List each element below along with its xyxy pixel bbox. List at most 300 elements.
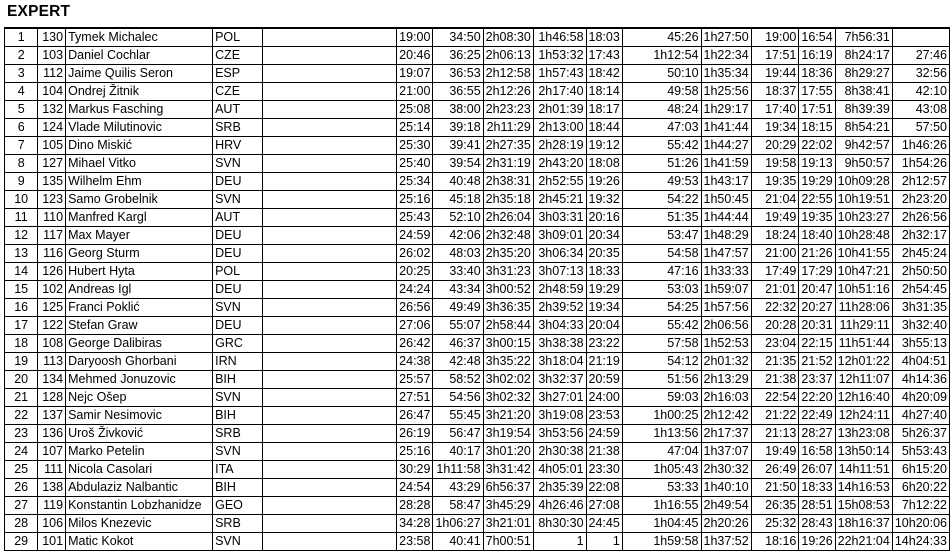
cell-split-6: 53:33 bbox=[622, 479, 701, 497]
table-row bbox=[5, 389, 950, 407]
cell-rank: 19 bbox=[5, 353, 38, 371]
cell-split-1: 34:28 bbox=[397, 515, 433, 533]
cell-split-8: 20:29 bbox=[751, 137, 799, 155]
cell-country: IRN bbox=[213, 353, 263, 371]
cell-name: Max Mayer bbox=[66, 227, 213, 245]
cell-split-4: 3h03:31 bbox=[533, 209, 586, 227]
cell-split-5: 20:04 bbox=[586, 317, 622, 335]
cell-split-2: 34:50 bbox=[433, 28, 483, 47]
cell-gap: 5h53:43 bbox=[892, 443, 949, 461]
table-row bbox=[5, 245, 950, 263]
cell-split-5: 24:59 bbox=[586, 425, 622, 443]
cell-split-4: 2h30:38 bbox=[533, 443, 586, 461]
cell-country: SVN bbox=[213, 389, 263, 407]
cell-split-9: 22:20 bbox=[799, 389, 835, 407]
cell-gap: 2h54:45 bbox=[892, 281, 949, 299]
cell-total: 10h41:55 bbox=[835, 245, 892, 263]
cell-country: AUT bbox=[213, 101, 263, 119]
cell-split-7: 1h44:44 bbox=[701, 209, 751, 227]
cell-total: 12h16:40 bbox=[835, 389, 892, 407]
cell-gap: 27:46 bbox=[892, 47, 949, 65]
cell-split-4: 4h26:46 bbox=[533, 497, 586, 515]
cell-split-6: 47:03 bbox=[622, 119, 701, 137]
table-row bbox=[5, 443, 950, 461]
cell-gap: 4h27:40 bbox=[892, 407, 949, 425]
cell-split-3: 2h58:44 bbox=[483, 317, 533, 335]
cell-split-8: 21:00 bbox=[751, 245, 799, 263]
cell-split-2: 46:37 bbox=[433, 335, 483, 353]
cell-split-8: 26:35 bbox=[751, 497, 799, 515]
cell-split-5: 1 bbox=[586, 533, 622, 551]
cell-country: SVN bbox=[213, 533, 263, 551]
cell-split-1: 19:00 bbox=[397, 28, 433, 47]
cell-split-1: 25:40 bbox=[397, 155, 433, 173]
cell-bib: 106 bbox=[38, 515, 66, 533]
cell-name: Stefan Graw bbox=[66, 317, 213, 335]
cell-rank: 26 bbox=[5, 479, 38, 497]
cell-split-9: 23:37 bbox=[799, 371, 835, 389]
table-row bbox=[5, 191, 950, 209]
cell-split-9: 19:26 bbox=[799, 533, 835, 551]
cell-split-2: 56:47 bbox=[433, 425, 483, 443]
cell-split-5: 23:30 bbox=[586, 461, 622, 479]
cell-split-8: 19:49 bbox=[751, 209, 799, 227]
cell-rank: 9 bbox=[5, 173, 38, 191]
cell-split-9: 20:47 bbox=[799, 281, 835, 299]
cell-blank bbox=[263, 371, 397, 389]
cell-name: Daniel Cochlar bbox=[66, 47, 213, 65]
cell-split-7: 1h40:10 bbox=[701, 479, 751, 497]
cell-split-6: 51:56 bbox=[622, 371, 701, 389]
cell-split-5: 19:29 bbox=[586, 281, 622, 299]
cell-split-7: 1h48:29 bbox=[701, 227, 751, 245]
cell-split-2: 36:55 bbox=[433, 83, 483, 101]
cell-split-6: 55:42 bbox=[622, 317, 701, 335]
cell-bib: 125 bbox=[38, 299, 66, 317]
table-row bbox=[5, 425, 950, 443]
cell-split-1: 26:56 bbox=[397, 299, 433, 317]
cell-bib: 123 bbox=[38, 191, 66, 209]
cell-split-6: 1h00:25 bbox=[622, 407, 701, 425]
cell-gap: 14h24:33 bbox=[892, 533, 949, 551]
cell-total: 12h24:11 bbox=[835, 407, 892, 425]
cell-split-1: 25:14 bbox=[397, 119, 433, 137]
table-row bbox=[5, 173, 950, 191]
cell-split-7: 2h30:32 bbox=[701, 461, 751, 479]
cell-split-5: 18:42 bbox=[586, 65, 622, 83]
cell-split-6: 59:03 bbox=[622, 389, 701, 407]
cell-split-3: 3h00:52 bbox=[483, 281, 533, 299]
cell-gap: 4h04:51 bbox=[892, 353, 949, 371]
cell-blank bbox=[263, 47, 397, 65]
cell-total: 15h08:53 bbox=[835, 497, 892, 515]
cell-total: 8h29:27 bbox=[835, 65, 892, 83]
cell-split-9: 16:19 bbox=[799, 47, 835, 65]
cell-bib: 132 bbox=[38, 101, 66, 119]
cell-gap: 3h31:35 bbox=[892, 299, 949, 317]
cell-split-3: 3h21:01 bbox=[483, 515, 533, 533]
cell-split-9: 17:55 bbox=[799, 83, 835, 101]
cell-split-5: 22:08 bbox=[586, 479, 622, 497]
cell-country: AUT bbox=[213, 209, 263, 227]
cell-split-9: 22:02 bbox=[799, 137, 835, 155]
cell-blank bbox=[263, 335, 397, 353]
cell-split-5: 18:14 bbox=[586, 83, 622, 101]
cell-split-2: 1h11:58 bbox=[433, 461, 483, 479]
cell-split-4: 2h43:20 bbox=[533, 155, 586, 173]
cell-split-9: 28:51 bbox=[799, 497, 835, 515]
cell-split-8: 19:58 bbox=[751, 155, 799, 173]
cell-split-9: 28:43 bbox=[799, 515, 835, 533]
cell-bib: 112 bbox=[38, 65, 66, 83]
cell-blank bbox=[263, 443, 397, 461]
cell-split-1: 24:54 bbox=[397, 479, 433, 497]
cell-split-5: 23:22 bbox=[586, 335, 622, 353]
page-title: EXPERT bbox=[7, 3, 71, 20]
cell-split-6: 54:58 bbox=[622, 245, 701, 263]
cell-split-8: 21:13 bbox=[751, 425, 799, 443]
cell-split-5: 20:16 bbox=[586, 209, 622, 227]
cell-name: Marko Petelin bbox=[66, 443, 213, 461]
cell-name: Jaime Quilis Seron bbox=[66, 65, 213, 83]
cell-gap: 3h32:40 bbox=[892, 317, 949, 335]
cell-bib: 119 bbox=[38, 497, 66, 515]
cell-blank bbox=[263, 263, 397, 281]
cell-split-7: 2h20:26 bbox=[701, 515, 751, 533]
cell-split-2: 58:47 bbox=[433, 497, 483, 515]
cell-blank bbox=[263, 245, 397, 263]
cell-bib: 105 bbox=[38, 137, 66, 155]
cell-split-9: 22:15 bbox=[799, 335, 835, 353]
cell-rank: 29 bbox=[5, 533, 38, 551]
cell-split-3: 2h31:19 bbox=[483, 155, 533, 173]
cell-rank: 6 bbox=[5, 119, 38, 137]
cell-split-1: 23:58 bbox=[397, 533, 433, 551]
cell-split-1: 19:07 bbox=[397, 65, 433, 83]
cell-total: 10h19:51 bbox=[835, 191, 892, 209]
cell-split-6: 49:58 bbox=[622, 83, 701, 101]
cell-split-2: 40:48 bbox=[433, 173, 483, 191]
cell-split-4: 1h57:43 bbox=[533, 65, 586, 83]
cell-name: Konstantin Lobzhanidze bbox=[66, 497, 213, 515]
table-row bbox=[5, 281, 950, 299]
cell-country: BIH bbox=[213, 371, 263, 389]
cell-split-6: 1h12:54 bbox=[622, 47, 701, 65]
table-row bbox=[5, 497, 950, 515]
cell-split-1: 26:19 bbox=[397, 425, 433, 443]
cell-split-6: 53:03 bbox=[622, 281, 701, 299]
cell-blank bbox=[263, 533, 397, 551]
cell-name: Nejc Ošep bbox=[66, 389, 213, 407]
cell-split-8: 21:38 bbox=[751, 371, 799, 389]
cell-rank: 4 bbox=[5, 83, 38, 101]
cell-split-7: 1h25:56 bbox=[701, 83, 751, 101]
cell-bib: 134 bbox=[38, 371, 66, 389]
cell-country: SRB bbox=[213, 515, 263, 533]
cell-split-7: 1h59:07 bbox=[701, 281, 751, 299]
cell-country: DEU bbox=[213, 317, 263, 335]
cell-split-9: 28:27 bbox=[799, 425, 835, 443]
cell-split-3: 2h27:35 bbox=[483, 137, 533, 155]
cell-blank bbox=[263, 353, 397, 371]
cell-split-2: 1h06:27 bbox=[433, 515, 483, 533]
cell-blank bbox=[263, 281, 397, 299]
cell-bib: 111 bbox=[38, 461, 66, 479]
table-row bbox=[5, 533, 950, 551]
cell-split-2: 43:34 bbox=[433, 281, 483, 299]
cell-bib: 122 bbox=[38, 317, 66, 335]
cell-split-8: 18:37 bbox=[751, 83, 799, 101]
cell-split-9: 21:52 bbox=[799, 353, 835, 371]
cell-split-8: 21:01 bbox=[751, 281, 799, 299]
cell-split-6: 48:24 bbox=[622, 101, 701, 119]
cell-split-1: 25:16 bbox=[397, 191, 433, 209]
cell-split-3: 2h26:04 bbox=[483, 209, 533, 227]
cell-split-3: 3h31:42 bbox=[483, 461, 533, 479]
cell-split-4: 3h04:33 bbox=[533, 317, 586, 335]
cell-split-4: 2h13:00 bbox=[533, 119, 586, 137]
table-row bbox=[5, 317, 950, 335]
cell-split-3: 2h12:26 bbox=[483, 83, 533, 101]
cell-split-2: 48:03 bbox=[433, 245, 483, 263]
cell-country: BIH bbox=[213, 479, 263, 497]
cell-split-7: 1h33:33 bbox=[701, 263, 751, 281]
cell-split-1: 25:16 bbox=[397, 443, 433, 461]
table-row bbox=[5, 353, 950, 371]
table-row bbox=[5, 101, 950, 119]
cell-country: SVN bbox=[213, 443, 263, 461]
cell-gap: 2h32:17 bbox=[892, 227, 949, 245]
cell-blank bbox=[263, 83, 397, 101]
cell-name: Vlade Milutinovic bbox=[66, 119, 213, 137]
cell-rank: 15 bbox=[5, 281, 38, 299]
cell-split-5: 19:32 bbox=[586, 191, 622, 209]
cell-split-4: 2h28:19 bbox=[533, 137, 586, 155]
cell-blank bbox=[263, 425, 397, 443]
cell-bib: 113 bbox=[38, 353, 66, 371]
cell-bib: 103 bbox=[38, 47, 66, 65]
cell-blank bbox=[263, 155, 397, 173]
cell-name: Georg Sturm bbox=[66, 245, 213, 263]
cell-split-4: 3h53:56 bbox=[533, 425, 586, 443]
cell-split-6: 55:42 bbox=[622, 137, 701, 155]
cell-split-3: 3h19:54 bbox=[483, 425, 533, 443]
cell-split-8: 21:22 bbox=[751, 407, 799, 425]
cell-split-3: 3h01:20 bbox=[483, 443, 533, 461]
cell-split-6: 1h16:55 bbox=[622, 497, 701, 515]
cell-split-5: 18:44 bbox=[586, 119, 622, 137]
cell-split-5: 17:43 bbox=[586, 47, 622, 65]
cell-split-2: 55:07 bbox=[433, 317, 483, 335]
cell-split-1: 25:34 bbox=[397, 173, 433, 191]
table-row bbox=[5, 209, 950, 227]
cell-country: GRC bbox=[213, 335, 263, 353]
cell-bib: 128 bbox=[38, 389, 66, 407]
cell-blank bbox=[263, 119, 397, 137]
cell-rank: 28 bbox=[5, 515, 38, 533]
cell-rank: 11 bbox=[5, 209, 38, 227]
cell-split-4: 2h39:52 bbox=[533, 299, 586, 317]
cell-total: 8h38:41 bbox=[835, 83, 892, 101]
cell-split-7: 2h12:42 bbox=[701, 407, 751, 425]
cell-total: 12h11:07 bbox=[835, 371, 892, 389]
cell-split-1: 25:43 bbox=[397, 209, 433, 227]
cell-split-5: 20:59 bbox=[586, 371, 622, 389]
cell-split-3: 2h35:20 bbox=[483, 245, 533, 263]
cell-split-2: 43:29 bbox=[433, 479, 483, 497]
cell-split-4: 1h53:32 bbox=[533, 47, 586, 65]
cell-split-7: 2h49:54 bbox=[701, 497, 751, 515]
cell-split-9: 22:55 bbox=[799, 191, 835, 209]
cell-split-4: 2h52:55 bbox=[533, 173, 586, 191]
cell-split-2: 40:41 bbox=[433, 533, 483, 551]
cell-split-4: 3h19:08 bbox=[533, 407, 586, 425]
cell-rank: 17 bbox=[5, 317, 38, 335]
cell-split-4: 3h18:04 bbox=[533, 353, 586, 371]
table-row bbox=[5, 263, 950, 281]
cell-country: CZE bbox=[213, 47, 263, 65]
cell-split-9: 19:13 bbox=[799, 155, 835, 173]
table-row bbox=[5, 335, 950, 353]
cell-split-2: 42:48 bbox=[433, 353, 483, 371]
cell-country: SRB bbox=[213, 119, 263, 137]
cell-split-8: 17:40 bbox=[751, 101, 799, 119]
cell-gap: 1h54:26 bbox=[892, 155, 949, 173]
cell-split-3: 3h02:02 bbox=[483, 371, 533, 389]
cell-total: 10h51:16 bbox=[835, 281, 892, 299]
cell-gap: 43:08 bbox=[892, 101, 949, 119]
cell-rank: 5 bbox=[5, 101, 38, 119]
cell-total: 9h50:57 bbox=[835, 155, 892, 173]
cell-split-8: 22:32 bbox=[751, 299, 799, 317]
cell-rank: 20 bbox=[5, 371, 38, 389]
cell-split-8: 17:51 bbox=[751, 47, 799, 65]
results-table-body bbox=[5, 28, 950, 551]
cell-name: Milos Knezevic bbox=[66, 515, 213, 533]
cell-rank: 13 bbox=[5, 245, 38, 263]
cell-split-2: 52:10 bbox=[433, 209, 483, 227]
cell-split-2: 38:00 bbox=[433, 101, 483, 119]
cell-split-7: 2h16:03 bbox=[701, 389, 751, 407]
cell-rank: 12 bbox=[5, 227, 38, 245]
cell-gap: 42:10 bbox=[892, 83, 949, 101]
table-row bbox=[5, 119, 950, 137]
cell-gap: 2h23:20 bbox=[892, 191, 949, 209]
cell-name: Abdulaziz Nalbantic bbox=[66, 479, 213, 497]
cell-split-5: 18:17 bbox=[586, 101, 622, 119]
cell-split-8: 21:50 bbox=[751, 479, 799, 497]
cell-split-5: 27:08 bbox=[586, 497, 622, 515]
cell-rank: 16 bbox=[5, 299, 38, 317]
cell-country: DEU bbox=[213, 281, 263, 299]
cell-split-3: 2h11:29 bbox=[483, 119, 533, 137]
cell-name: Samo Grobelnik bbox=[66, 191, 213, 209]
cell-country: SVN bbox=[213, 191, 263, 209]
table-row bbox=[5, 28, 950, 47]
cell-total: 9h42:57 bbox=[835, 137, 892, 155]
cell-split-5: 18:33 bbox=[586, 263, 622, 281]
cell-split-7: 1h37:52 bbox=[701, 533, 751, 551]
cell-split-8: 21:35 bbox=[751, 353, 799, 371]
cell-split-9: 19:35 bbox=[799, 209, 835, 227]
cell-split-9: 22:49 bbox=[799, 407, 835, 425]
cell-rank: 25 bbox=[5, 461, 38, 479]
cell-name: Andreas Igl bbox=[66, 281, 213, 299]
cell-split-2: 55:45 bbox=[433, 407, 483, 425]
cell-split-9: 20:27 bbox=[799, 299, 835, 317]
cell-split-4: 8h30:30 bbox=[533, 515, 586, 533]
cell-name: Uroš Živković bbox=[66, 425, 213, 443]
cell-split-3: 3h36:35 bbox=[483, 299, 533, 317]
cell-split-7: 1h57:56 bbox=[701, 299, 751, 317]
cell-split-2: 39:18 bbox=[433, 119, 483, 137]
cell-blank bbox=[263, 101, 397, 119]
cell-gap: 6h15:20 bbox=[892, 461, 949, 479]
cell-split-8: 19:49 bbox=[751, 443, 799, 461]
cell-split-8: 23:04 bbox=[751, 335, 799, 353]
cell-split-9: 18:36 bbox=[799, 65, 835, 83]
cell-split-8: 19:35 bbox=[751, 173, 799, 191]
cell-split-1: 20:46 bbox=[397, 47, 433, 65]
cell-rank: 18 bbox=[5, 335, 38, 353]
cell-split-1: 20:25 bbox=[397, 263, 433, 281]
cell-gap: 2h12:57 bbox=[892, 173, 949, 191]
cell-country: GEO bbox=[213, 497, 263, 515]
cell-total: 11h51:44 bbox=[835, 335, 892, 353]
cell-country: BIH bbox=[213, 407, 263, 425]
cell-split-6: 54:25 bbox=[622, 299, 701, 317]
table-row bbox=[5, 65, 950, 83]
cell-split-1: 25:57 bbox=[397, 371, 433, 389]
cell-name: Hubert Hyta bbox=[66, 263, 213, 281]
cell-split-6: 50:10 bbox=[622, 65, 701, 83]
cell-split-2: 42:06 bbox=[433, 227, 483, 245]
cell-total: 13h50:14 bbox=[835, 443, 892, 461]
cell-split-5: 19:34 bbox=[586, 299, 622, 317]
cell-name: George Dalibiras bbox=[66, 335, 213, 353]
cell-split-9: 19:29 bbox=[799, 173, 835, 191]
cell-gap: 4h14:36 bbox=[892, 371, 949, 389]
cell-split-2: 39:54 bbox=[433, 155, 483, 173]
cell-split-2: 36:53 bbox=[433, 65, 483, 83]
cell-split-7: 1h41:44 bbox=[701, 119, 751, 137]
cell-name: Samir Nesimovic bbox=[66, 407, 213, 425]
cell-name: Matic Kokot bbox=[66, 533, 213, 551]
cell-split-3: 2h23:23 bbox=[483, 101, 533, 119]
table-row bbox=[5, 515, 950, 533]
cell-gap: 5h26:37 bbox=[892, 425, 949, 443]
cell-total: 8h24:17 bbox=[835, 47, 892, 65]
cell-split-7: 1h50:45 bbox=[701, 191, 751, 209]
cell-name: Franci Poklić bbox=[66, 299, 213, 317]
cell-split-6: 1h59:58 bbox=[622, 533, 701, 551]
cell-bib: 104 bbox=[38, 83, 66, 101]
cell-country: SVN bbox=[213, 299, 263, 317]
cell-split-7: 1h29:17 bbox=[701, 101, 751, 119]
cell-split-4: 1 bbox=[533, 533, 586, 551]
cell-total: 10h28:48 bbox=[835, 227, 892, 245]
cell-blank bbox=[263, 28, 397, 47]
cell-split-6: 53:47 bbox=[622, 227, 701, 245]
cell-total: 14h11:51 bbox=[835, 461, 892, 479]
cell-bib: 108 bbox=[38, 335, 66, 353]
cell-gap: 2h50:50 bbox=[892, 263, 949, 281]
cell-split-2: 49:49 bbox=[433, 299, 483, 317]
cell-blank bbox=[263, 191, 397, 209]
cell-split-8: 18:24 bbox=[751, 227, 799, 245]
cell-split-7: 1h22:34 bbox=[701, 47, 751, 65]
cell-total: 14h16:53 bbox=[835, 479, 892, 497]
